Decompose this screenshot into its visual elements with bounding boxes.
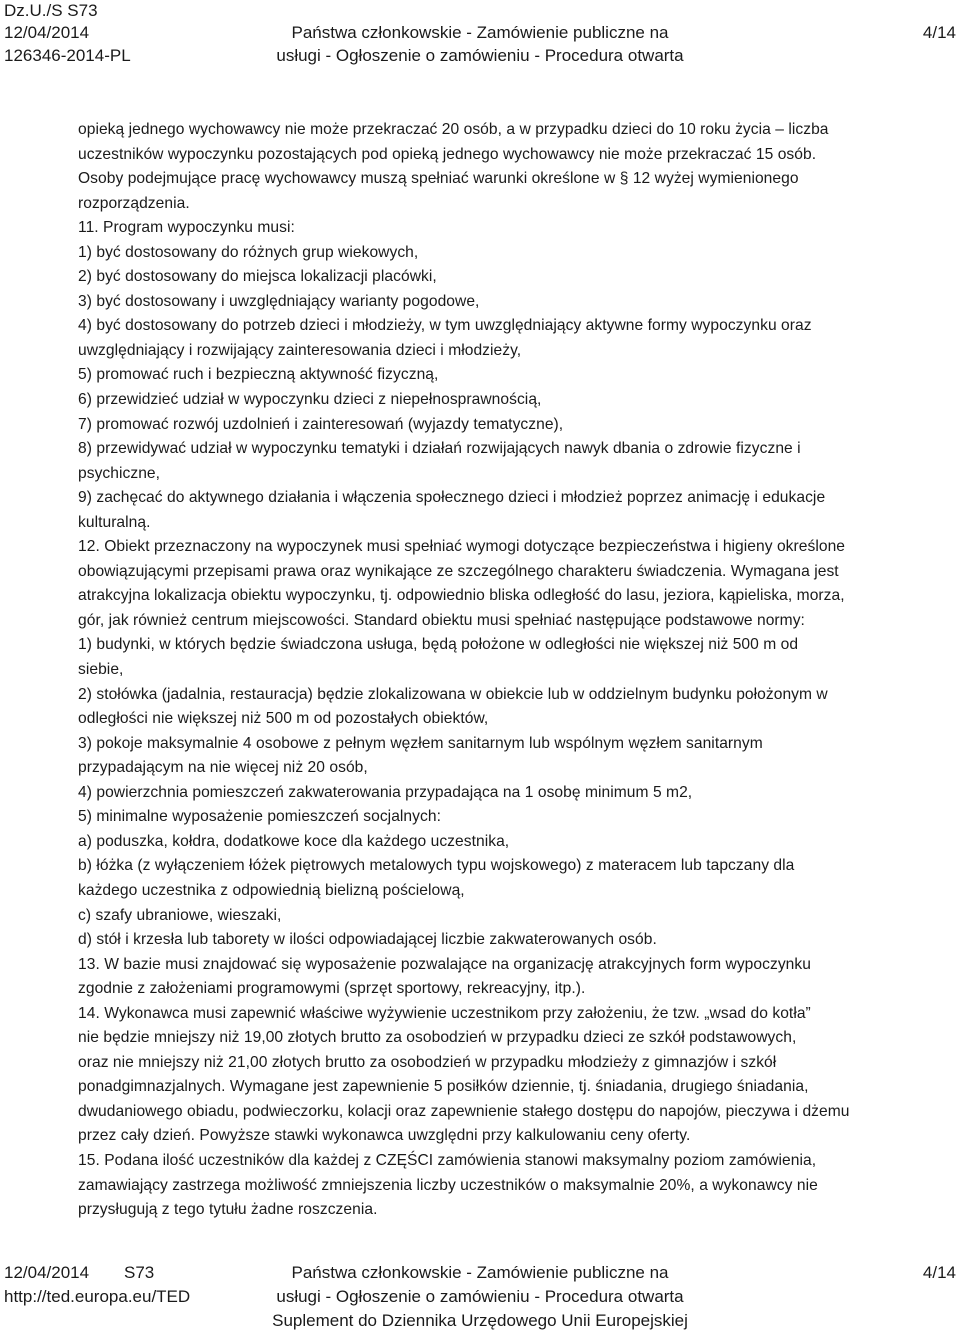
body-line: 3) pokoje maksymalnie 4 osobowe z pełnym węzłem sanitarnym lub wspólnym węzłem sanitarnym	[78, 734, 763, 752]
header-page-number: 4/14	[922, 23, 956, 42]
footer-supplement: Suplement do Dziennika Urzędowego Unii Europejskiej	[272, 1311, 688, 1330]
body-line: 2) być dostosowany do miejsca lokalizacji placówki,	[78, 268, 437, 286]
body-line: nie będzie mniejszy niż 19,00 złotych brutto za osobodzień w przypadku dzieci ze szkół podstawowych,	[78, 1029, 797, 1047]
body-line: przypadającym na nie więcej niż 20 osób,	[78, 759, 368, 777]
body-line: przysługują z tego tytułu żadne roszczenia.	[78, 1201, 378, 1219]
body-line: przez cały dzień. Powyższe stawki wykonawca uwzględni przy kalkulowaniu ceny oferty.	[78, 1127, 691, 1145]
body-line: oraz nie mniejszy niż 21,00 złotych brutto za osobodzień w przypadku młodzieży z gimnazjów i szkół	[78, 1053, 777, 1071]
body-line: Osoby podejmujące pracę wychowawcy muszą spełniać warunki określone w § 12 wyżej wymienionego	[78, 170, 799, 188]
footer-title-line2: usługi - Ogłoszenie o zamówieniu - Procedura otwarta	[276, 1287, 684, 1306]
body-line: uczestników wypoczynku pozostających pod opieką jednego wychowawcy nie może przekraczać 15 osób.	[78, 145, 817, 163]
body-line: c) szafy ubraniowe, wieszaki,	[78, 906, 282, 924]
body-line: 2) stołówka (jadalnia, restauracja) będzie zlokalizowana w obiekcie lub w oddzielnym budynku położonym w	[78, 685, 828, 703]
journal-ref: Dz.U./S S73	[4, 1, 98, 20]
body-line: kulturalną.	[78, 513, 151, 531]
body-line: 5) promować ruch i bezpieczną aktywność fizyczną,	[78, 366, 439, 384]
body-line: odległości nie większej niż 500 m od pozostałych obiektów,	[78, 710, 489, 728]
body-line: siebie,	[78, 661, 124, 679]
body-line: 4) powierzchnia pomieszczeń zakwaterowania przypadająca na 1 osobę minimum 5 m2,	[78, 783, 693, 801]
body-line: 4) być dostosowany do potrzeb dzieci i młodzieży, w tym uwzględniający aktywne formy wypoczynku oraz	[78, 317, 812, 335]
body-line: 15. Podana ilość uczestników dla każdej z CZĘŚCI zamówienia stanowi maksymalny poziom zamówienia,	[78, 1151, 817, 1169]
body-line: rozporządzenia.	[78, 194, 190, 212]
body-line: 6) przewidzieć udział w wypoczynku dzieci z niepełnosprawnością,	[78, 391, 542, 409]
body-line: d) stół i krzesła lub taborety w ilości odpowiadającej liczbie zakwaterowanych osób.	[78, 931, 657, 949]
header-title-line2: usługi - Ogłoszenie o zamówieniu - Procedura otwarta	[276, 46, 684, 65]
footer-date: 12/04/2014	[4, 1263, 90, 1282]
document-body	[78, 118, 948, 1223]
body-line: 11. Program wypoczynku musi:	[78, 219, 295, 237]
body-line: 7) promować rozwój uzdolnień i zainteresowań (wyjazdy tematyczne),	[78, 415, 564, 433]
body-line: zgodnie z założeniami programowymi (sprzęt sportowy, rekreacyjny, itp.).	[78, 980, 586, 998]
body-line: atrakcyjna lokalizacja obiektu wypoczynku, tj. odpowiednio bliska odległość do lasu, jeziora, kąpieliska, morza,	[78, 587, 845, 605]
body-line: obowiązującymi przepisami prawa oraz wynikające ze szczególnego charakteru świadczenia. Wymagana jest	[78, 562, 839, 580]
body-line: 3) być dostosowany i uwzględniający warianty pogodowe,	[78, 292, 480, 310]
body-line: dwudaniowego obiadu, podwieczorku, kolacji oraz zapewnienie stałego dostępu do napojów, pieczywa i dżemu	[78, 1102, 850, 1120]
header-title-line1: Państwa członkowskie - Zamówienie publiczne na	[291, 23, 669, 42]
body-line: 12. Obiekt przeznaczony na wypoczynek musi spełniać wymogi dotyczące bezpieczeństwa i higieny określone	[78, 538, 846, 556]
body-line: b) łóżka (z wyłączeniem łóżek piętrowych metalowych typu wojskowego) z materacem lub tapczany dla	[78, 857, 795, 875]
body-line: ponadgimnazjalnych. Wymagane jest zapewnienie 5 posiłków dziennie, tj. śniadania, drugiego śniadania,	[78, 1078, 809, 1096]
body-line: opieką jednego wychowawcy nie może przekraczać 20 osób, a w przypadku dzieci do 10 roku życia – liczba	[78, 121, 829, 138]
footer-series: S73	[124, 1263, 155, 1282]
body-line: 1) być dostosowany do różnych grup wiekowych,	[78, 243, 419, 261]
body-line: gór, jak również centrum miejscowości. Standard obiektu musi spełniać następujące podstawowe normy:	[78, 611, 805, 629]
footer-title-line1: Państwa członkowskie - Zamówienie publiczne na	[291, 1263, 669, 1282]
body-line: a) poduszka, kołdra, dodatkowe koce dla każdego uczestnika,	[78, 832, 510, 850]
body-line: 1) budynki, w których będzie świadczona usługa, będą położone w odległości nie większej niż 500 m od	[78, 636, 799, 654]
footer-url-link[interactable]: http://ted.europa.eu/TED	[4, 1287, 191, 1306]
body-line: zamawiający zastrzega możliwość zmniejszenia liczby uczestników o maksymalnie 20%, a wykonawcy nie	[78, 1176, 818, 1194]
body-line: 14. Wykonawca musi zapewnić właściwe wyżywienie uczestnikom przy założeniu, że tzw. „wsad do kotła”	[78, 1004, 811, 1022]
header-date: 12/04/2014	[4, 23, 90, 42]
footer-page-number: 4/14	[922, 1263, 956, 1282]
body-line: 13. W bazie musi znajdować się wyposażenie pozwalające na organizację atrakcyjnych form wypoczynku	[78, 955, 811, 973]
body-line: 8) przewidywać udział w wypoczynku tematyki i działań rozwijających nawyk dbania o zdrowie fizyczne i	[78, 440, 801, 458]
notice-number: 126346-2014-PL	[4, 46, 131, 65]
body-line: 9) zachęcać do aktywnego działania i włączenia społecznego dzieci i młodzież poprzez animację i edukacje	[78, 489, 826, 507]
body-line: 5) minimalne wyposażenie pomieszczeń socjalnych:	[78, 808, 441, 826]
body-line: uwzględniający i rozwijający zainteresowania dzieci i młodzieży,	[78, 341, 522, 359]
body-line: każdego uczestnika z odpowiednią bielizną pościelową,	[78, 881, 465, 899]
body-line: psychiczne,	[78, 464, 161, 482]
